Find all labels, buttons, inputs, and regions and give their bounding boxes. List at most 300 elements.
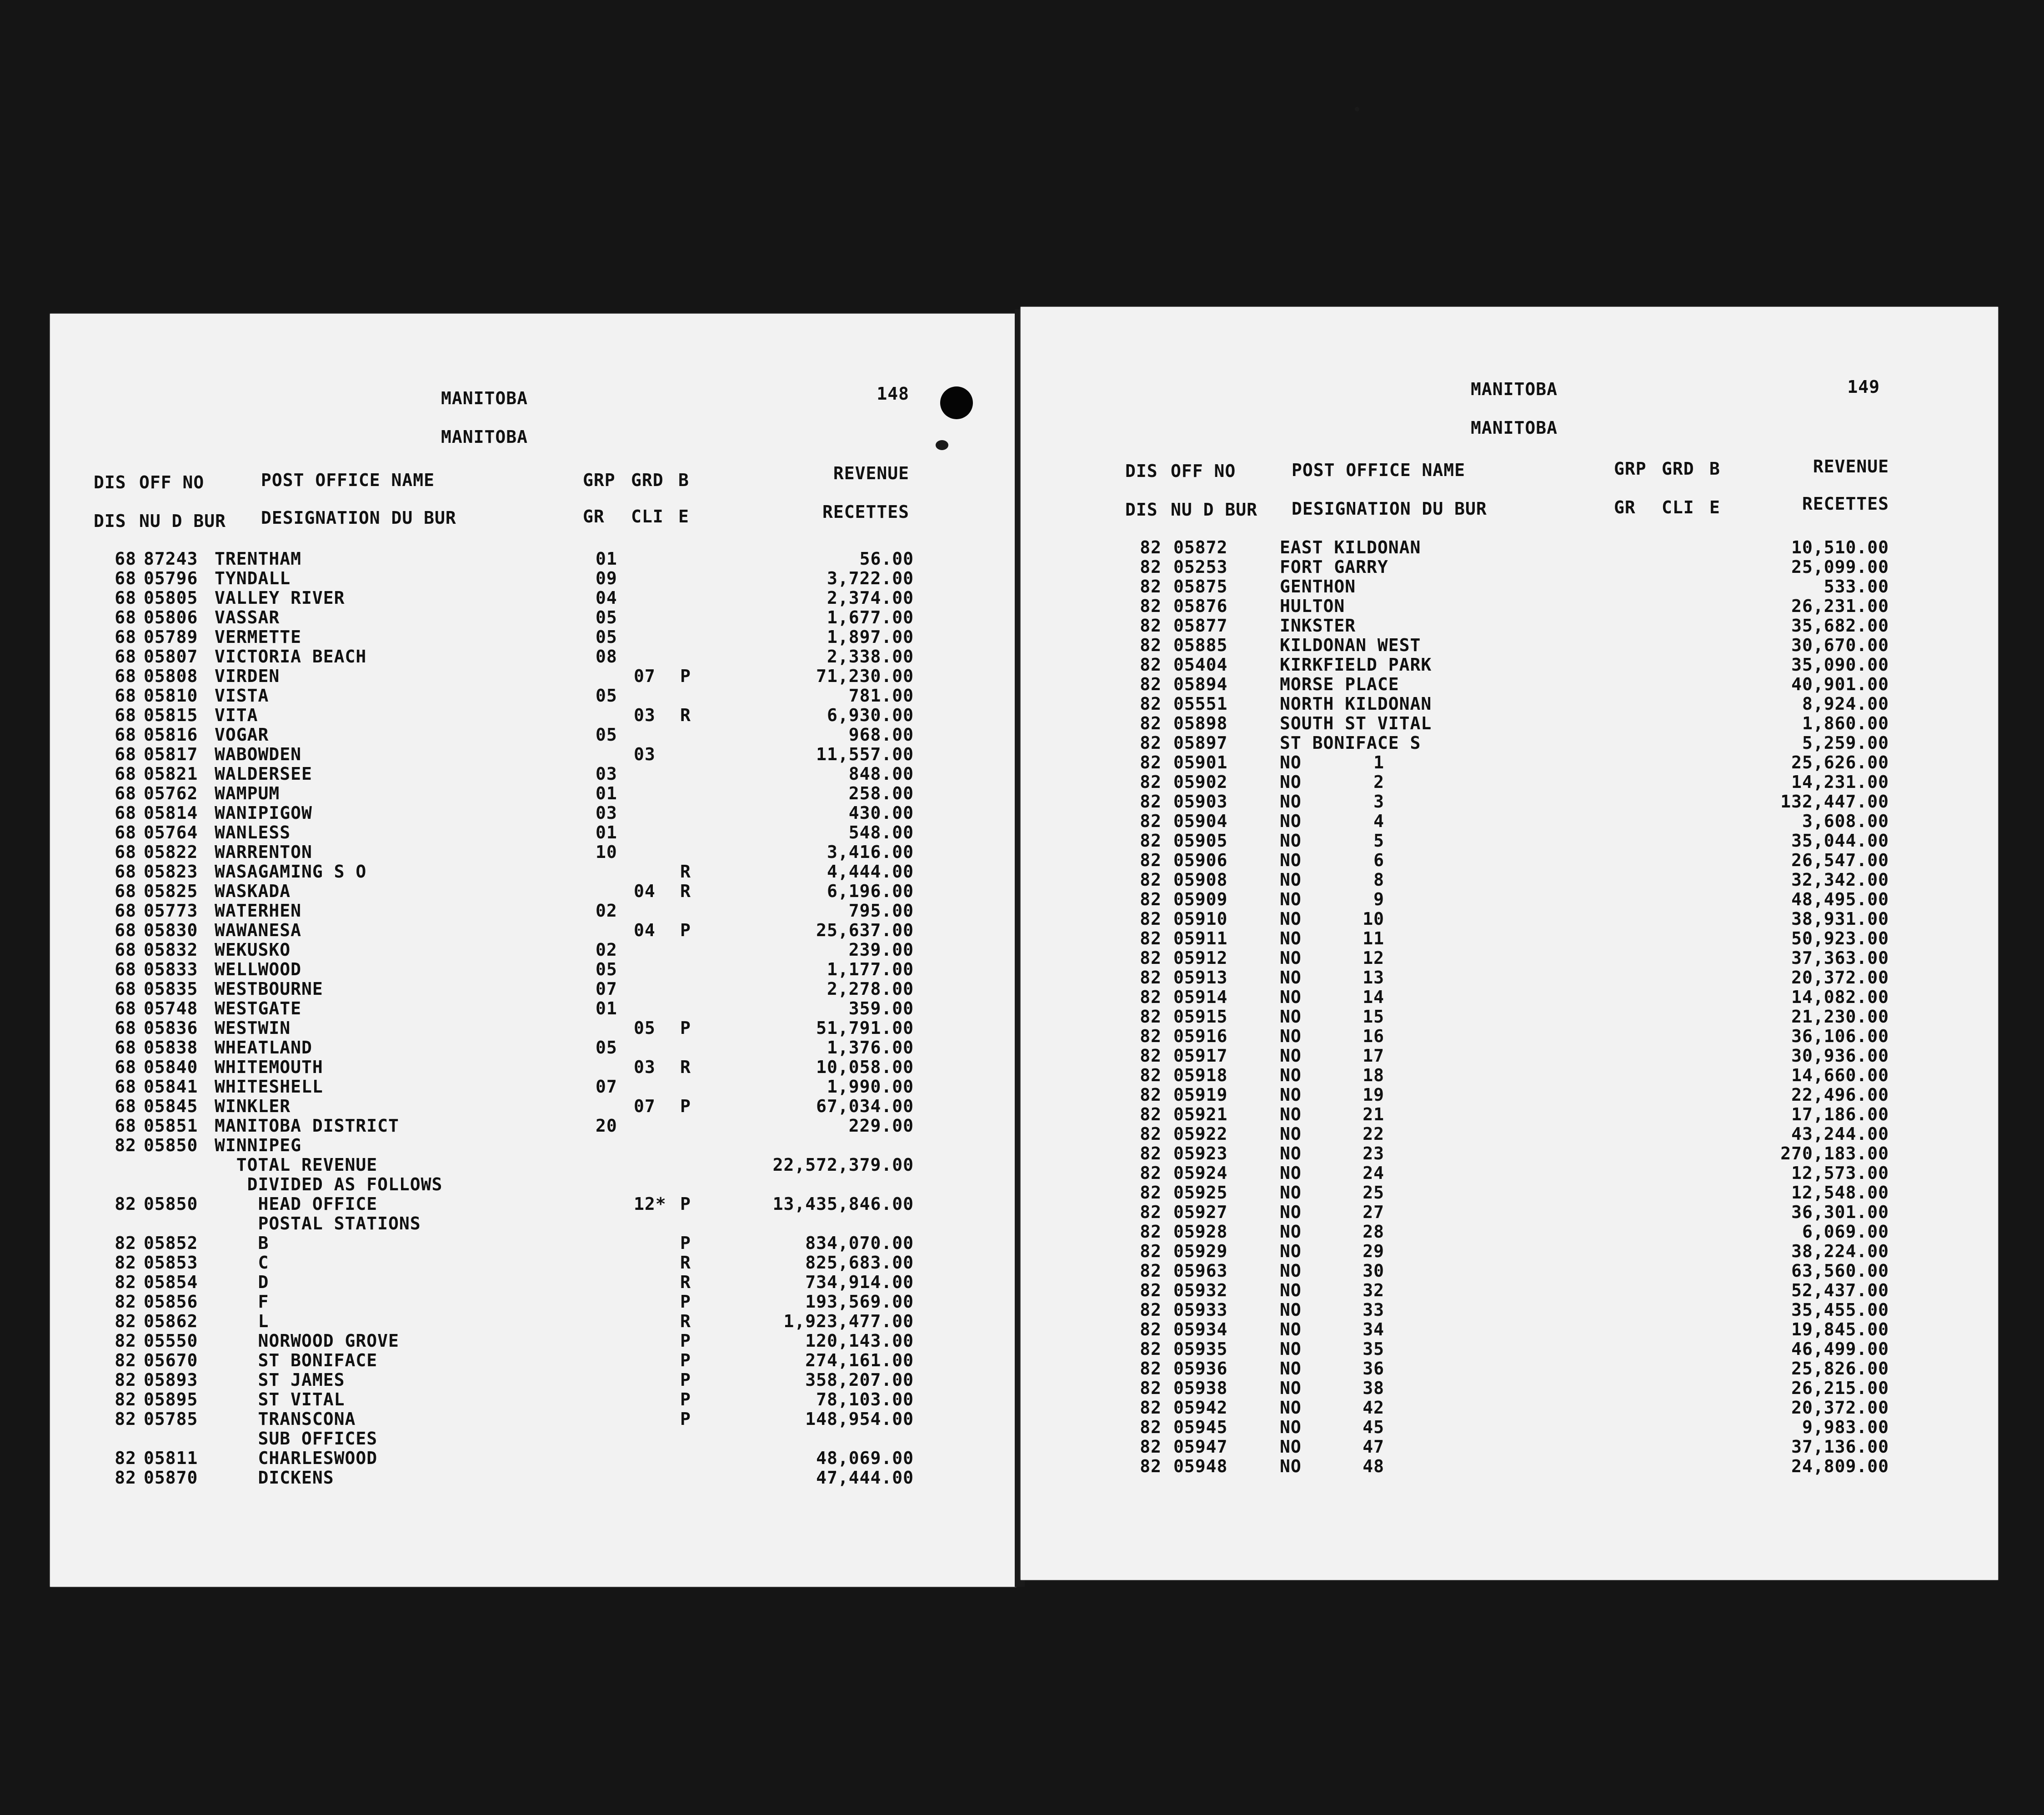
cell-post-office-name: SOUTH ST VITAL xyxy=(1280,713,1432,733)
cell-revenue: 30,670.00 xyxy=(1791,635,1889,655)
cell-off-no: 05906 xyxy=(1173,850,1228,870)
table-row xyxy=(1021,1027,1998,1046)
cell-revenue: 35,455.00 xyxy=(1791,1300,1889,1320)
header-revenue: REVENUE xyxy=(1813,456,1889,476)
cell-post-office-name: WHEATLAND xyxy=(215,1038,312,1058)
cell-station-number: 30 xyxy=(1363,1261,1384,1281)
cell-post-office-name: MANITOBA DISTRICT xyxy=(215,1116,399,1136)
header-grp-fr: GR xyxy=(583,506,605,526)
cell-b: P xyxy=(680,1233,691,1253)
cell-dis: 82 xyxy=(1140,557,1162,577)
cell-station-number: 18 xyxy=(1363,1065,1384,1085)
cell-b: P xyxy=(680,1389,691,1409)
cell-post-office-name: NO xyxy=(1280,1241,1302,1261)
table-row xyxy=(50,608,1016,627)
header-b-fr: E xyxy=(678,506,689,526)
cell-post-office-name: EAST KILDONAN xyxy=(1280,537,1421,557)
cell-dis: 82 xyxy=(1140,1202,1162,1222)
cell-station-number: 2 xyxy=(1373,772,1384,792)
table-row xyxy=(50,647,1016,667)
cell-revenue: 795.00 xyxy=(848,901,914,921)
cell-dis: 82 xyxy=(115,1292,136,1312)
cell-off-no: 05875 xyxy=(1173,577,1228,597)
dust-spot xyxy=(1355,107,1359,111)
cell-off-no: 05924 xyxy=(1173,1163,1228,1183)
cell-dis: 68 xyxy=(115,1096,136,1116)
cell-grd: 03 xyxy=(634,705,656,725)
cell-post-office-name: L xyxy=(215,1311,269,1331)
cell-off-no: 05903 xyxy=(1173,792,1228,812)
cell-revenue: 1,897.00 xyxy=(827,627,914,647)
cell-post-office-name: WAMPUM xyxy=(215,783,280,803)
cell-revenue: 36,106.00 xyxy=(1791,1026,1889,1046)
cell-grp: 05 xyxy=(596,607,617,627)
cell-off-no: 05928 xyxy=(1173,1222,1228,1242)
cell-off-no: 87243 xyxy=(144,549,198,569)
cell-off-no: 05910 xyxy=(1173,909,1228,929)
cell-post-office-name: VOGAR xyxy=(215,725,269,745)
cell-off-no: 05870 xyxy=(144,1468,198,1488)
header-grd: GRD xyxy=(1662,459,1694,479)
table-row xyxy=(50,901,1016,921)
cell-post-office-name: VISTA xyxy=(215,686,269,706)
table-row xyxy=(50,1097,1016,1116)
cell-post-office-name: NO xyxy=(1280,811,1302,831)
header-name-fr: DESIGNATION DU BUR xyxy=(261,508,456,528)
cell-revenue: 358,207.00 xyxy=(805,1370,914,1390)
table-row xyxy=(50,1292,1016,1312)
cell-dis: 82 xyxy=(115,1194,136,1214)
table-row xyxy=(50,882,1016,901)
cell-dis: 82 xyxy=(1140,850,1162,870)
cell-post-office-name: WATERHEN xyxy=(215,901,302,921)
header-dis-fr: DIS xyxy=(94,511,126,531)
cell-dis: 82 xyxy=(1140,1007,1162,1027)
cell-off-no: 05762 xyxy=(144,783,198,803)
cell-post-office-name: DIVIDED AS FOLLOWS xyxy=(215,1174,443,1194)
cell-revenue: 6,930.00 xyxy=(827,705,914,725)
cell-off-no: 05895 xyxy=(144,1389,198,1409)
cell-dis: 68 xyxy=(115,666,136,686)
cell-off-no: 05921 xyxy=(1173,1104,1228,1124)
table-row xyxy=(1021,597,1998,616)
cell-dis: 82 xyxy=(1140,713,1162,733)
cell-revenue: 848.00 xyxy=(848,764,914,784)
cell-revenue: 825,683.00 xyxy=(805,1253,914,1273)
cell-dis: 82 xyxy=(1140,733,1162,753)
table-row xyxy=(1021,1339,1998,1359)
table-row xyxy=(50,1312,1016,1331)
cell-revenue: 71,230.00 xyxy=(816,666,914,686)
cell-revenue: 22,572,379.00 xyxy=(772,1155,914,1175)
cell-post-office-name: TYNDALL xyxy=(215,568,291,588)
table-row xyxy=(50,549,1016,569)
table-row xyxy=(1021,792,1998,812)
cell-revenue: 37,136.00 xyxy=(1791,1437,1889,1457)
table-row xyxy=(1021,636,1998,655)
table-row xyxy=(50,1449,1016,1468)
cell-dis: 68 xyxy=(115,920,136,940)
cell-off-no: 05840 xyxy=(144,1057,198,1077)
cell-revenue: 1,860.00 xyxy=(1802,713,1889,733)
cell-off-no: 05925 xyxy=(1173,1183,1228,1203)
cell-grp: 05 xyxy=(596,627,617,647)
cell-revenue: 968.00 xyxy=(848,725,914,745)
cell-grd: 12* xyxy=(634,1194,666,1214)
cell-b: R xyxy=(680,1272,691,1292)
table-row xyxy=(50,842,1016,862)
header-off-no: OFF NO xyxy=(1171,461,1236,481)
cell-post-office-name: NO xyxy=(1280,1261,1302,1281)
header-b: B xyxy=(1709,459,1720,479)
table-row xyxy=(50,706,1016,725)
cell-off-no: 05773 xyxy=(144,901,198,921)
cell-dis: 82 xyxy=(1140,1437,1162,1457)
cell-dis: 82 xyxy=(1140,811,1162,831)
table-row xyxy=(50,1077,1016,1097)
cell-off-no: 05914 xyxy=(1173,987,1228,1007)
cell-off-no: 05817 xyxy=(144,744,198,764)
table-row xyxy=(50,1429,1016,1449)
cell-revenue: 38,224.00 xyxy=(1791,1241,1889,1261)
cell-b: P xyxy=(680,1194,691,1214)
table-row xyxy=(50,1058,1016,1077)
cell-revenue: 734,914.00 xyxy=(805,1272,914,1292)
table-row xyxy=(1021,1144,1998,1163)
cell-off-no: 05942 xyxy=(1173,1398,1228,1418)
cell-revenue: 9,983.00 xyxy=(1802,1417,1889,1437)
cell-off-no: 05911 xyxy=(1173,928,1228,948)
cell-revenue: 834,070.00 xyxy=(805,1233,914,1253)
cell-dis: 82 xyxy=(1140,1124,1162,1144)
cell-revenue: 10,058.00 xyxy=(816,1057,914,1077)
cell-off-no: 05789 xyxy=(144,627,198,647)
cell-station-number: 27 xyxy=(1363,1202,1384,1222)
cell-revenue: 13,435,846.00 xyxy=(772,1194,914,1214)
cell-post-office-name: NO xyxy=(1280,1222,1302,1242)
table-row xyxy=(50,1351,1016,1370)
cell-post-office-name: NO xyxy=(1280,1065,1302,1085)
cell-station-number: 36 xyxy=(1363,1359,1384,1379)
cell-dis: 82 xyxy=(1140,1417,1162,1437)
cell-off-no: 05963 xyxy=(1173,1261,1228,1281)
cell-post-office-name: TRANSCONA xyxy=(215,1409,356,1429)
cell-off-no: 05852 xyxy=(144,1233,198,1253)
cell-off-no: 05947 xyxy=(1173,1437,1228,1457)
cell-b: R xyxy=(680,1057,691,1077)
cell-off-no: 05885 xyxy=(1173,635,1228,655)
cell-post-office-name: GENTHON xyxy=(1280,577,1356,597)
cell-off-no: 05872 xyxy=(1173,537,1228,557)
table-row xyxy=(1021,1281,1998,1300)
cell-post-office-name: NORWOOD GROVE xyxy=(215,1331,399,1351)
cell-dis: 68 xyxy=(115,686,136,706)
cell-station-number: 5 xyxy=(1373,831,1384,851)
cell-dis: 68 xyxy=(115,647,136,667)
cell-post-office-name: NO xyxy=(1280,831,1302,851)
cell-revenue: 48,069.00 xyxy=(816,1448,914,1468)
table-row xyxy=(50,1253,1016,1273)
cell-post-office-name: NO xyxy=(1280,1007,1302,1027)
table-row xyxy=(1021,948,1998,968)
cell-station-number: 32 xyxy=(1363,1280,1384,1300)
cell-dis: 82 xyxy=(115,1272,136,1292)
cell-dis: 82 xyxy=(1140,831,1162,851)
cell-off-no: 05838 xyxy=(144,1038,198,1058)
cell-revenue: 25,637.00 xyxy=(816,920,914,940)
cell-revenue: 3,608.00 xyxy=(1802,811,1889,831)
cell-dis: 82 xyxy=(115,1389,136,1409)
left-page xyxy=(50,314,1016,1587)
table-row xyxy=(1021,714,1998,733)
table-row xyxy=(50,1194,1016,1214)
cell-station-number: 17 xyxy=(1363,1046,1384,1066)
header-off-no-fr: NU D BUR xyxy=(139,511,226,531)
cell-grp: 01 xyxy=(596,783,617,803)
table-row xyxy=(1021,988,1998,1007)
cell-post-office-name: NO xyxy=(1280,1339,1302,1359)
table-row xyxy=(50,1331,1016,1351)
cell-revenue: 46,499.00 xyxy=(1791,1339,1889,1359)
cell-post-office-name: NO xyxy=(1280,1417,1302,1437)
cell-revenue: 52,437.00 xyxy=(1791,1280,1889,1300)
cell-off-no: 05904 xyxy=(1173,811,1228,831)
table-row xyxy=(1021,890,1998,909)
cell-revenue: 20,372.00 xyxy=(1791,1398,1889,1418)
cell-off-no: 05836 xyxy=(144,1018,198,1038)
cell-dis: 82 xyxy=(1140,870,1162,890)
cell-station-number: 4 xyxy=(1373,811,1384,831)
cell-revenue: 25,626.00 xyxy=(1791,752,1889,772)
cell-off-no: 05850 xyxy=(144,1135,198,1155)
cell-station-number: 45 xyxy=(1363,1417,1384,1437)
table-row xyxy=(1021,538,1998,557)
table-row xyxy=(1021,772,1998,792)
cell-station-number: 25 xyxy=(1363,1183,1384,1203)
cell-revenue: 274,161.00 xyxy=(805,1350,914,1370)
left-table-body xyxy=(50,549,1016,1488)
cell-off-no: 05901 xyxy=(1173,752,1228,772)
cell-post-office-name: ST BONIFACE xyxy=(215,1350,378,1370)
cell-post-office-name: NO xyxy=(1280,948,1302,968)
cell-post-office-name: NO xyxy=(1280,850,1302,870)
cell-dis: 82 xyxy=(1140,1456,1162,1476)
cell-grp: 05 xyxy=(596,725,617,745)
cell-station-number: 35 xyxy=(1363,1339,1384,1359)
cell-grd: 04 xyxy=(634,881,656,901)
cell-revenue: 56.00 xyxy=(859,549,914,569)
table-row xyxy=(1021,1437,1998,1457)
cell-off-no: 05876 xyxy=(1173,596,1228,616)
cell-revenue: 14,660.00 xyxy=(1791,1065,1889,1085)
cell-dis: 82 xyxy=(1140,674,1162,694)
table-row xyxy=(50,764,1016,784)
cell-off-no: 05823 xyxy=(144,862,198,882)
table-row xyxy=(50,1018,1016,1038)
cell-dis: 82 xyxy=(1140,1359,1162,1379)
cell-post-office-name: F xyxy=(215,1292,269,1312)
cell-dis: 82 xyxy=(1140,792,1162,812)
cell-revenue: 12,573.00 xyxy=(1791,1163,1889,1183)
cell-revenue: 10,510.00 xyxy=(1791,537,1889,557)
cell-revenue: 35,044.00 xyxy=(1791,831,1889,851)
cell-dis: 82 xyxy=(1140,1261,1162,1281)
cell-revenue: 47,444.00 xyxy=(816,1468,914,1488)
cell-dis: 82 xyxy=(1140,537,1162,557)
cell-post-office-name: WASKADA xyxy=(215,881,291,901)
cell-revenue: 12,548.00 xyxy=(1791,1183,1889,1203)
cell-off-no: 05807 xyxy=(144,647,198,667)
cell-station-number: 14 xyxy=(1363,987,1384,1007)
table-row xyxy=(50,725,1016,745)
cell-off-no: 05877 xyxy=(1173,616,1228,636)
table-row xyxy=(1021,1242,1998,1261)
cell-off-no: 05825 xyxy=(144,881,198,901)
cell-dis: 68 xyxy=(115,998,136,1018)
cell-off-no: 05811 xyxy=(144,1448,198,1468)
cell-dis: 82 xyxy=(115,1370,136,1390)
cell-off-no: 05862 xyxy=(144,1311,198,1331)
table-row xyxy=(50,1175,1016,1194)
cell-off-no: 05898 xyxy=(1173,713,1228,733)
table-row xyxy=(50,979,1016,999)
table-row xyxy=(50,1155,1016,1175)
cell-grp: 04 xyxy=(596,588,617,608)
cell-station-number: 47 xyxy=(1363,1437,1384,1457)
cell-revenue: 51,791.00 xyxy=(816,1018,914,1038)
cell-dis: 82 xyxy=(1140,1339,1162,1359)
cell-dis: 68 xyxy=(115,744,136,764)
cell-revenue: 37,363.00 xyxy=(1791,948,1889,968)
cell-post-office-name: MORSE PLACE xyxy=(1280,674,1399,694)
cell-revenue: 6,196.00 xyxy=(827,881,914,901)
cell-dis: 68 xyxy=(115,1018,136,1038)
table-row xyxy=(1021,1222,1998,1242)
cell-dis: 82 xyxy=(1140,596,1162,616)
table-row xyxy=(50,1370,1016,1390)
cell-revenue: 19,845.00 xyxy=(1791,1319,1889,1339)
cell-station-number: 22 xyxy=(1363,1124,1384,1144)
table-row xyxy=(1021,851,1998,870)
cell-grp: 05 xyxy=(596,1038,617,1058)
cell-post-office-name: NO xyxy=(1280,792,1302,812)
cell-off-no: 05670 xyxy=(144,1350,198,1370)
cell-revenue: 548.00 xyxy=(848,822,914,842)
cell-off-no: 05905 xyxy=(1173,831,1228,851)
cell-dis: 68 xyxy=(115,568,136,588)
table-row xyxy=(50,667,1016,686)
cell-revenue: 24,809.00 xyxy=(1791,1456,1889,1476)
cell-b: R xyxy=(680,862,691,882)
cell-dis: 68 xyxy=(115,881,136,901)
table-row xyxy=(50,999,1016,1018)
cell-off-no: 05851 xyxy=(144,1116,198,1136)
cell-post-office-name: NO xyxy=(1280,1085,1302,1105)
cell-station-number: 15 xyxy=(1363,1007,1384,1027)
cell-revenue: 25,099.00 xyxy=(1791,557,1889,577)
cell-revenue: 20,372.00 xyxy=(1791,968,1889,988)
page-number: 148 xyxy=(877,384,909,404)
cell-off-no: 05821 xyxy=(144,764,198,784)
table-row xyxy=(1021,1124,1998,1144)
cell-off-no: 05808 xyxy=(144,666,198,686)
cell-post-office-name: NO xyxy=(1280,1183,1302,1203)
cell-post-office-name: NO xyxy=(1280,1104,1302,1124)
cell-dis: 82 xyxy=(1140,752,1162,772)
header-name-fr: DESIGNATION DU BUR xyxy=(1292,499,1487,519)
cell-post-office-name: NO xyxy=(1280,1143,1302,1163)
cell-off-no: 05748 xyxy=(144,998,198,1018)
cell-grp: 02 xyxy=(596,901,617,921)
header-grp-fr: GR xyxy=(1614,497,1636,517)
cell-revenue: 1,923,477.00 xyxy=(783,1311,914,1331)
cell-dis: 82 xyxy=(1140,1300,1162,1320)
cell-dis: 68 xyxy=(115,607,136,627)
cell-off-no: 05796 xyxy=(144,568,198,588)
page-title: MANITOBA xyxy=(441,388,528,408)
table-row xyxy=(1021,1398,1998,1418)
cell-dis: 82 xyxy=(115,1331,136,1351)
table-row xyxy=(1021,1320,1998,1339)
cell-dis: 82 xyxy=(115,1233,136,1253)
cell-grp: 09 xyxy=(596,568,617,588)
cell-revenue: 32,342.00 xyxy=(1791,870,1889,890)
cell-post-office-name: NO xyxy=(1280,1046,1302,1066)
right-page xyxy=(1021,307,1998,1580)
cell-grp: 07 xyxy=(596,979,617,999)
cell-off-no: 05850 xyxy=(144,1194,198,1214)
cell-post-office-name: WAWANESA xyxy=(215,920,302,940)
cell-post-office-name: ST BONIFACE S xyxy=(1280,733,1421,753)
cell-station-number: 28 xyxy=(1363,1222,1384,1242)
table-row xyxy=(50,940,1016,960)
cell-revenue: 48,495.00 xyxy=(1791,889,1889,909)
cell-off-no: 05927 xyxy=(1173,1202,1228,1222)
cell-revenue: 21,230.00 xyxy=(1791,1007,1889,1027)
cell-off-no: 05854 xyxy=(144,1272,198,1292)
cell-dis: 68 xyxy=(115,1057,136,1077)
cell-grp: 10 xyxy=(596,842,617,862)
cell-station-number: 10 xyxy=(1363,909,1384,929)
cell-station-number: 48 xyxy=(1363,1456,1384,1476)
cell-station-number: 6 xyxy=(1373,850,1384,870)
cell-off-no: 05916 xyxy=(1173,1026,1228,1046)
cell-station-number: 38 xyxy=(1363,1378,1384,1398)
cell-grp: 08 xyxy=(596,647,617,667)
cell-post-office-name: B xyxy=(215,1233,269,1253)
cell-station-number: 13 xyxy=(1363,968,1384,988)
cell-dis: 82 xyxy=(1140,968,1162,988)
cell-revenue: 229.00 xyxy=(848,1116,914,1136)
cell-off-no: 05815 xyxy=(144,705,198,725)
cell-station-number: 33 xyxy=(1363,1300,1384,1320)
cell-grp: 07 xyxy=(596,1077,617,1097)
cell-dis: 82 xyxy=(115,1350,136,1370)
cell-post-office-name: NO xyxy=(1280,1026,1302,1046)
cell-dis: 82 xyxy=(1140,987,1162,1007)
cell-post-office-name: WINNIPEG xyxy=(215,1135,302,1155)
cell-grp: 01 xyxy=(596,998,617,1018)
cell-dis: 68 xyxy=(115,783,136,803)
cell-post-office-name: ST JAMES xyxy=(215,1370,345,1390)
cell-dis: 82 xyxy=(1140,1280,1162,1300)
cell-dis: 82 xyxy=(1140,1378,1162,1398)
cell-post-office-name: TRENTHAM xyxy=(215,549,302,569)
cell-revenue: 2,278.00 xyxy=(827,979,914,999)
table-row xyxy=(50,1409,1016,1429)
cell-off-no: 05822 xyxy=(144,842,198,862)
cell-dis: 68 xyxy=(115,1077,136,1097)
